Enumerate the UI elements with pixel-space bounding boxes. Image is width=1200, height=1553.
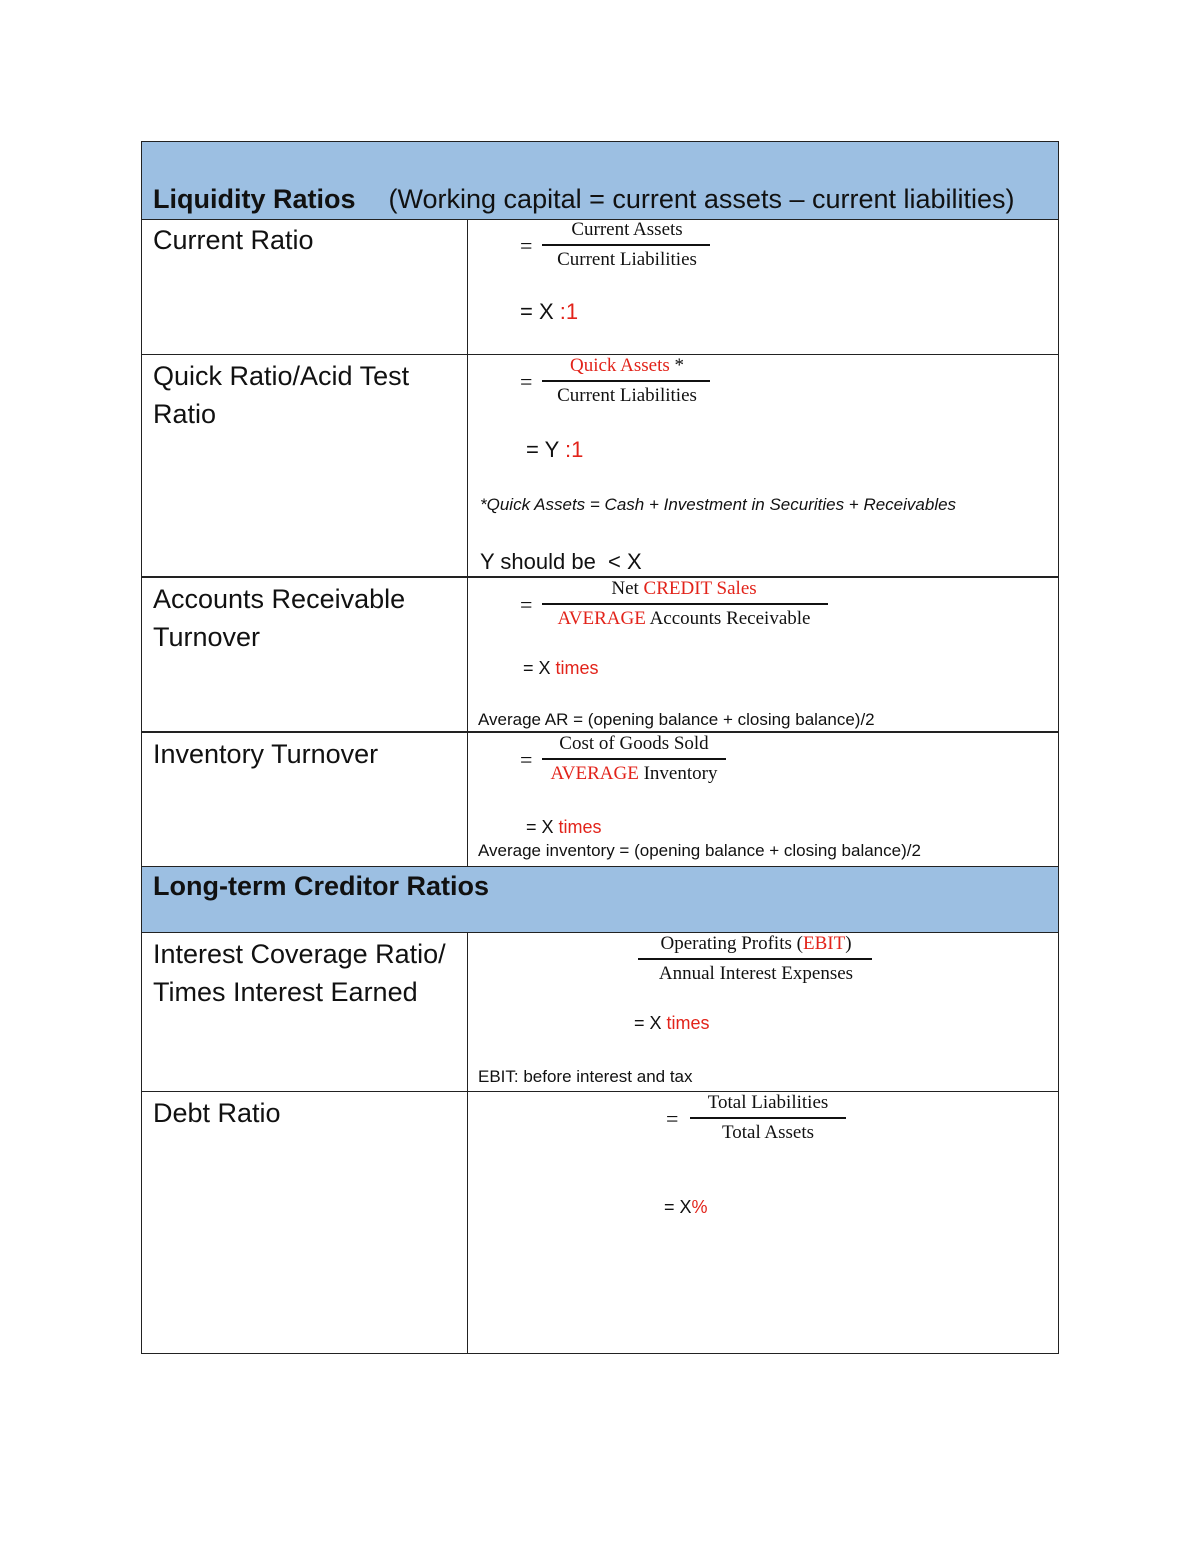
numerator: Current Assets [571,219,683,240]
comparison-note: Y should be < X [480,549,642,574]
ratio-name: Accounts Receivable Turnover [153,584,406,652]
row-interest-coverage [141,933,1059,1092]
denominator: AVERAGE Inventory [550,763,718,784]
ebit-note: EBIT: before interest and tax [478,1067,693,1086]
fraction-bar [542,380,710,382]
ratio-name: Inventory Turnover [153,739,379,769]
fraction-bar [542,244,710,246]
liquidity-title: Liquidity Ratios [153,184,356,214]
formula-fraction: = Total Liabilities Total Assets [666,1092,866,1152]
ratio-name: Quick Ratio/Acid Test Ratio [153,361,410,429]
financial-ratios-table [141,141,1059,1354]
result: = X times [526,817,602,837]
row-quick-ratio [141,355,1059,578]
numerator: Operating Profits (EBIT) [660,933,852,954]
ratio-name: Interest Coverage Ratio/ Times Interest Earned [153,939,446,1007]
formula-fraction: = Net CREDIT Sales AVERAGE Accounts Receivable [520,578,840,638]
numerator: Quick Assets * [570,355,684,376]
denominator: AVERAGE Accounts Receivable [557,608,811,629]
numerator: Net CREDIT Sales [611,578,757,599]
denominator: Total Assets [721,1122,815,1143]
formula-fraction: = Cost of Goods Sold AVERAGE Inventory [520,733,760,793]
denominator: Current Liabilities [557,385,697,406]
numerator: Cost of Goods Sold [559,733,709,754]
long-term-section-header [141,867,1059,933]
formula-fraction: = Current Assets Current Liabilities [520,219,720,279]
result: = X :1 [520,299,579,324]
quick-assets-note: *Quick Assets = Cash + Investment in Securities + Receivables [480,495,957,514]
row-current-ratio [141,219,1059,355]
ratio-name: Current Ratio [153,225,314,255]
ratio-name: Debt Ratio [153,1098,281,1128]
average-inventory-note: Average inventory = (opening balance + closing balance)/2 [478,841,921,860]
result: = X% [664,1197,708,1217]
denominator: Current Liabilities [557,249,697,270]
fraction-bar [638,958,872,960]
liquidity-subtitle: (Working capital = current assets – current liabilities) [388,184,1015,214]
fraction-bar [542,758,726,760]
liquidity-section-header [141,141,1059,220]
fraction-bar [690,1117,846,1119]
denominator: Annual Interest Expenses [658,963,854,984]
row-debt-ratio [141,1092,1059,1354]
average-ar-note: Average AR = (opening balance + closing balance)/2 [478,710,875,729]
fraction-bar [542,603,828,605]
result: = X times [523,658,599,678]
result: = X times [634,1013,710,1033]
row-inventory-turnover [141,733,1059,867]
row-ar-turnover [141,578,1059,733]
numerator: Total Liabilities [707,1092,829,1113]
long-term-title: Long-term Creditor Ratios [153,871,490,901]
formula-fraction: = Quick Assets * Current Liabilities [520,355,720,415]
result: = Y :1 [526,437,584,462]
formula-fraction [638,933,878,993]
